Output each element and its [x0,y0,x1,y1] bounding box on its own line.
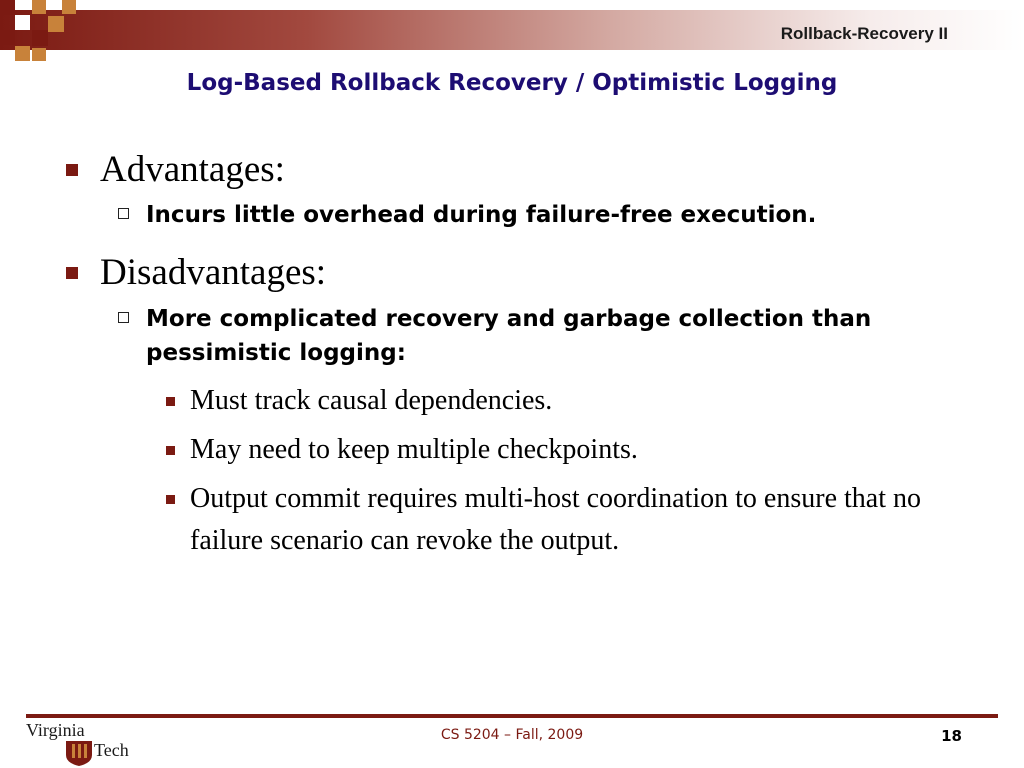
logo-text-virginia: Virginia [26,720,85,740]
disadvantages-label: Disadvantages: [100,252,327,293]
square-bullet-icon [166,446,175,455]
decor-square [0,0,15,15]
hollow-square-bullet-icon [118,208,129,219]
square-bullet-icon [66,164,78,176]
square-bullet-icon [66,267,78,279]
disadvantages-item-text: More complicated recovery and garbage collection than pessimistic logging: [146,306,872,366]
advantages-label: Advantages: [100,149,285,190]
decor-square [32,30,48,46]
logo-text-tech: Tech [94,740,129,760]
decor-square [48,16,64,32]
page-number: 18 [941,727,962,745]
footer-course: CS 5204 – Fall, 2009 [440,727,584,743]
slide-title: Log-Based Rollback Recovery / Optimistic Logging [186,70,838,96]
header-title: Rollback-Recovery II [780,24,948,43]
hollow-square-bullet-icon [118,312,129,323]
footer-divider [26,714,998,718]
subitem-text: May need to keep multiple checkpoints. [190,434,638,465]
decor-square [32,0,46,14]
decor-square [15,46,30,61]
decor-square [32,48,46,61]
decor-square [0,30,15,45]
advantages-item-text: Incurs little overhead during failure-free execution. [146,202,817,228]
decor-square [15,15,30,30]
square-bullet-icon [166,495,175,504]
subitem-text: Output commit requires multi-host coordination to ensure that no failure scenario can revoke the output. [190,483,921,556]
decor-square [62,0,76,14]
square-bullet-icon [166,397,175,406]
subitem-text: Must track causal dependencies. [190,385,553,416]
